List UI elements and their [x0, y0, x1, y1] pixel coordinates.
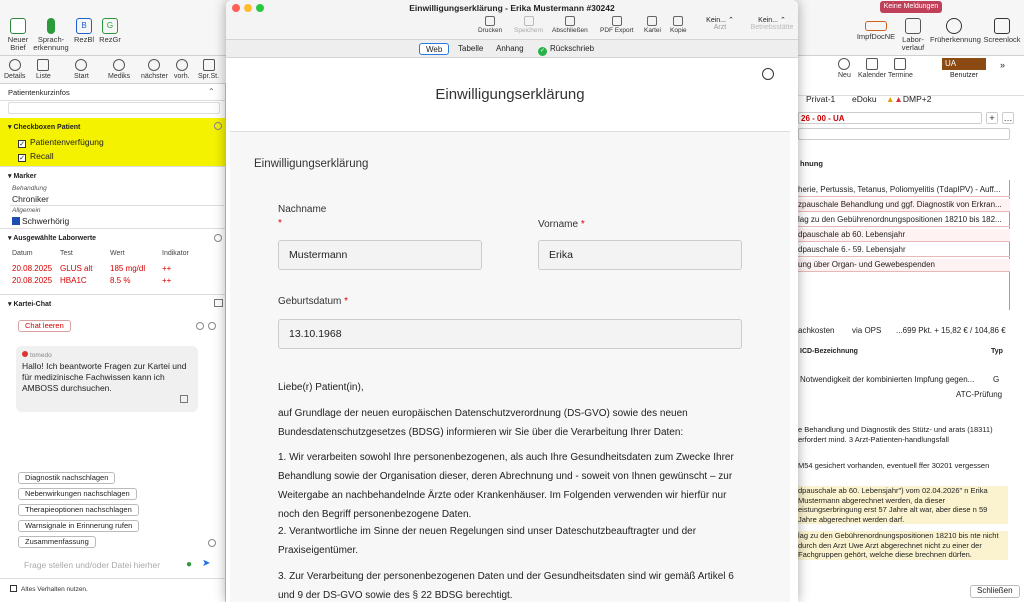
pdf-export-button[interactable]: PDF Export [600, 16, 634, 35]
page-heading: Einwilligungserklärung [435, 86, 585, 103]
microphone-icon[interactable]: ● [186, 559, 193, 570]
save-icon [524, 16, 534, 26]
new-letter-button[interactable]: Neuer Brief [0, 18, 36, 52]
arzt-select[interactable]: Kein... ⌃ Arzt [706, 17, 734, 31]
frueherkennung-button[interactable]: Früherkennung [930, 18, 978, 44]
printer-icon [485, 16, 495, 26]
actions-collapse-icon[interactable] [208, 539, 216, 547]
window-titlebar [226, 0, 798, 40]
user-code[interactable]: UA [942, 58, 986, 70]
hint-item[interactable]: dpauschale ab 60. Lebensjahr") vom 02.04.2026" n Erika Mustermann abgerechnet werden, da dieser eistungserbringung erst 57 Jahre alt war, aber diese n 59 Jahre abgerechnet werden darf. [798, 486, 1008, 524]
rezgr-button[interactable]: G RezGr [92, 18, 128, 44]
next-button[interactable]: nächster [141, 59, 168, 81]
action-therapieoptionen-button[interactable]: Therapieoptionen nachschlagen [18, 504, 139, 516]
copy-button[interactable]: Kopie [670, 16, 687, 35]
hint-item[interactable]: M54 gesichert vorhanden, eventuell ffer 30201 vergessen [798, 461, 990, 470]
warning-icon: ▲ [894, 94, 903, 104]
microphone-icon [47, 18, 55, 34]
icd-header: ICD-Bezeichnung [800, 348, 858, 355]
icd-type-header: Typ [991, 348, 1003, 355]
tab-web[interactable]: Web [419, 43, 449, 55]
chat-sender: tomedo [22, 351, 52, 359]
more-icon[interactable]: … [1003, 113, 1013, 123]
atc-check-label[interactable]: ATC-Prüfung [956, 390, 1003, 399]
person-next-icon [148, 59, 160, 71]
laborverlauf-button[interactable]: Labor-verlauf [896, 18, 930, 52]
prescription-blue-icon: B [76, 18, 92, 34]
letter-icon [10, 18, 26, 34]
paragraph: auf Grundlage der neuen europäischen Datenschutzverordnung (DS-GVO) sowie des neuen Bundesdatenschutzgesetzes (BDSG) informieren wir Sie über die Verarbeitung Ihrer Daten: [278, 408, 688, 438]
checkboxes-section [0, 118, 226, 166]
pill-icon [113, 59, 125, 71]
summary-total: ...699 Pkt. + 15,82 € / 104,86 € [896, 326, 1006, 335]
required-mark: * [278, 218, 282, 229]
neu-button[interactable]: Neu [838, 58, 851, 80]
filter-select[interactable] [798, 128, 1010, 140]
billing-row[interactable]: dpauschale 6.- 59. Lebensjahr [798, 244, 1010, 257]
monitor-icon [994, 18, 1010, 34]
summary-ops: via OPS [852, 326, 882, 335]
print-button[interactable]: Drucken [478, 16, 502, 35]
chat-add-icon[interactable] [196, 322, 204, 330]
tab-edoku[interactable]: eDoku [852, 94, 877, 104]
behandlung-value: Chroniker [12, 194, 49, 204]
kartei-button[interactable]: Kartei [644, 16, 661, 35]
icd-row[interactable]: Notwendigkeit der kombinierten Impfung gegen... [800, 375, 975, 384]
legacy-behavior-checkbox[interactable]: Altes Verhalten nutzen. [10, 585, 88, 593]
icd-type: G [993, 375, 1000, 384]
chat-input[interactable]: Frage stellen und/oder Datei hierher [24, 560, 161, 570]
tomedo-logo-icon [22, 351, 28, 357]
tab-rueckschrieb[interactable]: ✓ Rückschrieb [539, 44, 595, 54]
speech-recognition-button[interactable]: Sprach-erkennung [30, 18, 72, 52]
panel-search-bar[interactable] [8, 102, 220, 114]
checkbox-recall[interactable]: ✓ Recall [19, 151, 54, 162]
pdf-icon [612, 16, 622, 26]
chat-message-bubble [16, 346, 198, 412]
syringe-icon [865, 21, 887, 31]
allgemein-label: Allgemein [12, 207, 41, 214]
hint-item[interactable]: e Behandlung und Diagnostik des Stütz- und arats (18311) erfordert mind. 3 Arzt-Patienten-handlungsfall [798, 425, 993, 444]
view-tabs [226, 40, 798, 58]
copy-icon [673, 16, 683, 26]
betriebsstaette-select[interactable]: Kein... ⌃ Betriebsstätte [750, 17, 794, 31]
new-icon [838, 58, 850, 70]
liste-button[interactable]: Liste [36, 59, 51, 81]
person-prev-icon [176, 59, 188, 71]
close-button[interactable]: Schließen [970, 585, 1020, 598]
kalender-button[interactable]: Kalender [858, 58, 886, 80]
billing-code-select[interactable]: 26 - 00 - UA [798, 112, 982, 124]
summary-sachkosten: achkosten [798, 326, 835, 335]
globe-icon [946, 18, 962, 34]
billing-row[interactable]: lag zu den Gebührenordnungspositionen 18210 bis 182... [798, 214, 1010, 227]
checkmark-circle-icon: ✓ [539, 48, 546, 54]
tab-anhang[interactable]: Anhang [496, 44, 524, 53]
window-title: Einwilligungserklärung - Erika Mustermann #30242 [409, 3, 615, 13]
form-page [230, 58, 790, 602]
panel-title: Patientenkurzinfos [8, 88, 70, 97]
nachname-input[interactable]: Mustermann [278, 240, 482, 270]
section-options-icon[interactable] [214, 122, 222, 130]
previous-button[interactable]: vorh. [174, 59, 190, 81]
rezbl-button[interactable]: B RezBl [66, 18, 102, 44]
secondary-toolbar [0, 56, 230, 84]
paragraph: 2. Verantwortliche im Sinne der neuen Regelungen sind unser Dateschutzbeauftragter und der Praxiseigentümer. [278, 526, 697, 556]
geburtsdatum-label: Geburtsdatum * [278, 296, 349, 307]
billing-column-header: hnung [800, 159, 823, 168]
start-icon [75, 59, 87, 71]
form-header [230, 58, 790, 132]
calendar-icon [866, 58, 878, 70]
copy-icon[interactable] [180, 395, 188, 403]
globe-icon[interactable] [762, 68, 774, 80]
billing-row[interactable]: ung über Organ- und Gewebespenden [798, 259, 1010, 272]
collapse-icon[interactable]: ⌃ [208, 87, 215, 96]
hearing-icon [12, 217, 20, 225]
tab-tabelle[interactable]: Tabelle [458, 44, 484, 53]
marker-title: ▾ Marker [8, 173, 37, 180]
impfdocne-button[interactable]: ImpfDocNE [856, 18, 896, 41]
geburtsdatum-input[interactable]: 13.10.1968 [278, 319, 742, 349]
action-warnsignale-button[interactable]: Warnsignale in Erinnerung rufen [18, 520, 139, 532]
paragraph: Liebe(r) Patient(in), [278, 382, 364, 393]
chat-remove-icon[interactable] [208, 322, 216, 330]
tab-dmp[interactable]: ▲▲DMP+2 [886, 94, 932, 104]
lab-chart-icon [905, 18, 921, 34]
add-icon[interactable]: + [986, 112, 998, 124]
paragraph: 3. Zur Verarbeitung der personenbezogenen Daten und der Gesundheitsdaten sind wir gemäß Artikel 6 und 9 der DS-GVO sowie des § 22 BDSG berechtigt. [278, 571, 734, 601]
save-button[interactable]: Speichern [514, 16, 543, 35]
patient-info-panel: Patientenkurzinfos ⌃ ▾ Checkboxen Patient ✓ Patientenverfügung ✓ Recall ▾ Marker Behandlung Chroniker Allgemein Schwerhörig ▾ Ausgewählte Laborwerte Datum Test Wert Indikator 20.08.2025 GLUS alt 185 mg/dl ++ 20.08.2025 HBA1C 8.5 % ++ ▾ Kartei-Chat Chat leeren tomedo Hallo! Ich beantworte Fragen zur Kartei und für medizinische Fachwissen kann ich AMBOSS durchsuchen. Diagnostik nachschlagen Nebenwirkungen nachschlagen Therapieoptionen nachschlagen Warnsignale in Erinnerung rufen Zusammenfassung Frage stellen und/oder Datei hierher ● ➤ Altes Verhalten nutzen. [0, 84, 226, 602]
tab-privat[interactable]: Privat-1 [806, 94, 836, 104]
termine-button[interactable]: Termine [888, 58, 913, 80]
list-icon [37, 59, 49, 71]
mediks-button[interactable]: Mediks [108, 59, 130, 81]
billing-row[interactable]: herie, Pertussis, Tetanus, Poliomyelitis (TdapIPV) - Auff... [798, 184, 1010, 197]
allgemein-value: Schwerhörig [12, 216, 69, 226]
notifications-badge[interactable]: Keine Meldungen [880, 1, 942, 13]
checkbox-checked-icon[interactable]: ✓ [19, 141, 25, 148]
sprechstunde-button[interactable]: Spr.St. [198, 59, 219, 81]
hint-item[interactable]: lag zu den Gebührenordnungspositionen 18210 bis nte nicht durch den Arzt Uwe Arzt abgerechnet nicht zu einer der Fachgruppen gehört, welche diese brechnen dürfen. [798, 531, 1008, 560]
screenlock-button[interactable]: Screenlock [980, 18, 1024, 44]
prescription-green-icon: G [102, 18, 118, 34]
chevron-right-icon[interactable]: » [1000, 60, 1006, 70]
action-zusammenfassung-button[interactable]: Zusammenfassung [18, 536, 96, 548]
action-diagnostik-button[interactable]: Diagnostik nachschlagen [18, 472, 115, 484]
finish-button[interactable]: Abschließen [552, 16, 588, 35]
chat-window-icon[interactable] [214, 299, 223, 307]
paragraph: 1. Wir verarbeiten sowohl Ihre personenbezogenen, als auch Ihre Gesundheitsdaten zum Zwecke Ihrer Behandlung sowie der Organisation dieser, deren Abrechnung und - soweit von Ihnen gewünscht – zur Weitergabe an nachbehandelnde Ärzte oder Krankenhäuser. Im Folgenden verwenden wir hierfür nur noch den Begriff personenbezogene Daten. [278, 452, 734, 520]
checkboxes-title: ▾ Checkboxen Patient [8, 124, 81, 131]
vorname-label: Vorname * [538, 219, 585, 230]
labor-options-icon[interactable] [214, 234, 222, 242]
nachname-label: Nachname [278, 204, 327, 215]
consent-window [226, 0, 798, 602]
billing-row[interactable]: dpauschale ab 60. Lebensjahr [798, 229, 1010, 242]
checkbox-patientenverfuegung[interactable]: ✓ Patientenverfügung [19, 137, 104, 148]
checkbox-unchecked-icon[interactable] [10, 585, 17, 592]
behandlung-label: Behandlung [12, 185, 47, 192]
warning-icon: ▲ [886, 94, 895, 104]
start-button[interactable]: Start [74, 59, 89, 81]
user-label: Benutzer [950, 72, 979, 79]
appointments-icon [894, 58, 906, 70]
checkbox-checked-icon[interactable]: ✓ [19, 155, 25, 162]
chat-clear-button[interactable]: Chat leeren [18, 320, 71, 332]
finish-icon [565, 16, 575, 26]
billing-row[interactable]: zpauschale Behandlung und ggf. Diagnostik von Erkran... [798, 199, 1010, 212]
vorname-input[interactable]: Erika [538, 240, 742, 270]
chat-message-text: Hallo! Ich beantworte Fragen zur Kartei und für medizinische Fachwissen kann ich AMBOSS durchsuchen. [22, 361, 187, 393]
action-nebenwirkungen-button[interactable]: Nebenwirkungen nachschlagen [18, 488, 137, 500]
send-icon[interactable]: ➤ [202, 558, 211, 569]
form-title: Einwilligungserklärung [254, 158, 369, 170]
details-icon [9, 59, 21, 71]
chat-title: ▾ Kartei-Chat [8, 301, 52, 308]
clipboard-icon [203, 59, 215, 71]
file-card-icon [647, 16, 657, 26]
labor-title: ▾ Ausgewählte Laborwerte [8, 235, 97, 242]
details-button[interactable]: Details [4, 59, 25, 81]
